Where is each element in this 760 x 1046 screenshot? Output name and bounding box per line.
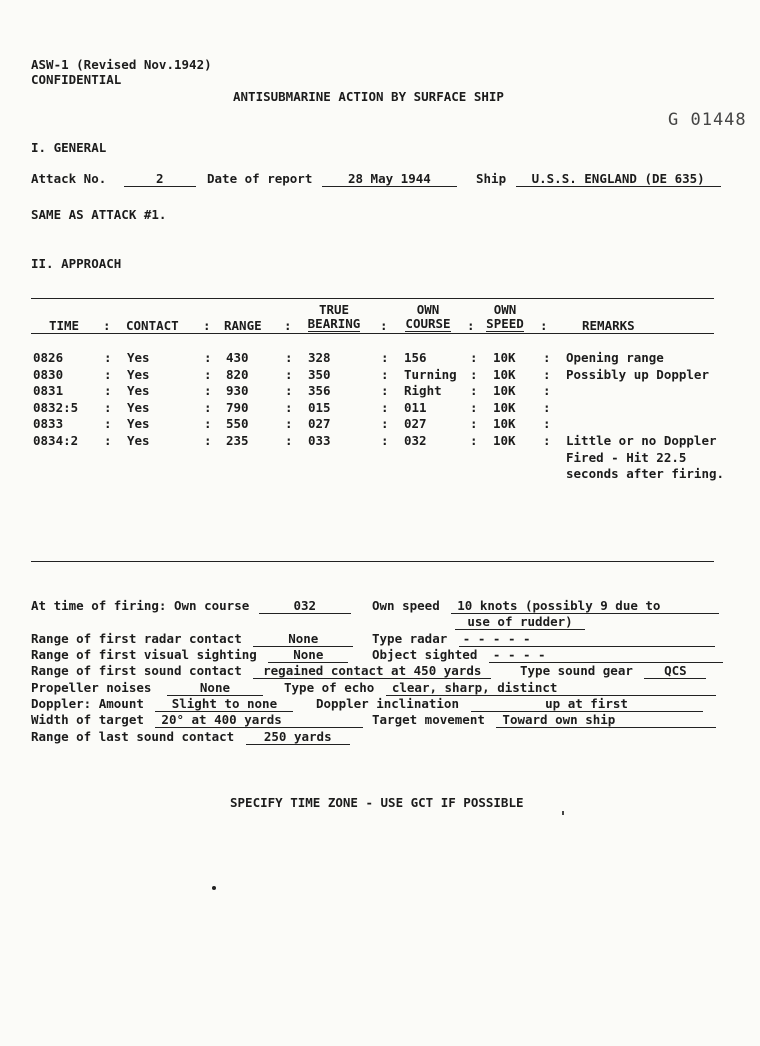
- visual-sighting-label: Range of first visual sighting: [31, 647, 257, 662]
- own-speed-line: [372, 598, 719, 614]
- table-top-rule: [31, 298, 714, 299]
- classification-label: CONFIDENTIAL: [31, 72, 122, 87]
- date-line: [207, 171, 457, 187]
- column-separator: :: [543, 432, 551, 448]
- object-sighted-value: - - - -: [489, 647, 723, 663]
- col-range: RANGE: [224, 318, 262, 333]
- sound-contact-value: regained contact at 450 yards: [253, 663, 491, 679]
- sound-contact-line: [31, 663, 491, 679]
- target-movement-line: [372, 712, 716, 728]
- cell-bearing: 033: [308, 432, 331, 448]
- target-width-line: [31, 712, 363, 728]
- visual-sighting-value: None: [268, 647, 348, 663]
- cell-course: 011: [404, 399, 427, 415]
- date-label: Date of report: [207, 171, 313, 186]
- object-sighted-line: [372, 647, 723, 663]
- column-separator: :: [285, 366, 293, 382]
- time-of-firing-label: At time of firing: Own course: [31, 598, 250, 613]
- column-separator: :: [204, 416, 212, 431]
- cell-course: 027: [404, 416, 427, 431]
- cell-speed: 10K: [493, 416, 516, 431]
- doppler-inclination-label: Doppler inclination: [316, 696, 459, 711]
- column-separator: :: [104, 383, 112, 398]
- table-bottom-rule: [31, 561, 714, 562]
- cell-time: 0832:5: [33, 399, 79, 415]
- cell-bearing: 350: [308, 366, 331, 382]
- column-separator: :: [381, 350, 389, 365]
- cell-remarks: Little or no Doppler: [566, 432, 717, 448]
- column-separator: :: [285, 416, 293, 431]
- cell-speed: 10K: [493, 432, 516, 448]
- footer-note: SPECIFY TIME ZONE - USE GCT IF POSSIBLE: [230, 795, 524, 810]
- cell-range: 235: [226, 432, 249, 448]
- scan-speck: [562, 811, 564, 815]
- cell-course: 032: [404, 432, 427, 448]
- cell-contact: Yes: [127, 399, 150, 415]
- propeller-line: [31, 680, 263, 696]
- cell-range: 430: [226, 350, 249, 365]
- column-separator: :: [104, 416, 112, 431]
- cell-contact: Yes: [127, 366, 150, 382]
- col-time: TIME: [48, 318, 80, 333]
- echo-label: Type of echo: [284, 680, 375, 695]
- column-separator: :: [543, 399, 551, 415]
- column-separator: :: [470, 366, 478, 382]
- doppler-amount-value: Slight to none: [155, 696, 293, 712]
- column-separator: :: [470, 416, 478, 431]
- column-separator: :: [285, 350, 293, 365]
- col-contact: CONTACT: [126, 318, 179, 333]
- radar-contact-label: Range of first radar contact: [31, 631, 242, 646]
- type-radar-value: - - - - -: [459, 631, 715, 647]
- column-separator: :: [104, 366, 112, 382]
- type-radar-label: Type radar: [372, 631, 448, 646]
- cell-contact: Yes: [127, 383, 150, 398]
- cell-speed: 10K: [493, 350, 516, 365]
- cell-speed: 10K: [493, 366, 516, 382]
- column-separator: :: [104, 350, 112, 365]
- cell-speed: 10K: [493, 399, 516, 415]
- col-colon: :: [203, 318, 211, 333]
- column-separator: :: [381, 416, 389, 431]
- col-colon: :: [380, 318, 388, 333]
- type-radar-line: [372, 631, 715, 647]
- cell-range: 550: [226, 416, 249, 431]
- doppler-amount-line: [31, 696, 293, 712]
- radar-contact-value: None: [253, 631, 353, 647]
- col-colon: :: [103, 318, 111, 333]
- last-contact-label: Range of last sound contact: [31, 729, 235, 744]
- column-separator: :: [285, 383, 293, 398]
- column-separator: :: [470, 399, 478, 415]
- visual-sighting-line: [31, 647, 348, 663]
- attack-number-line: [31, 171, 196, 187]
- last-contact-value: 250 yards: [246, 729, 350, 745]
- general-note: SAME AS ATTACK #1.: [31, 207, 167, 222]
- cell-range: 820: [226, 366, 249, 382]
- cell-remarks: Opening range: [566, 350, 664, 365]
- cell-contact: Yes: [127, 432, 150, 448]
- date-value: 28 May 1944: [322, 171, 457, 187]
- cell-course: 156: [404, 350, 427, 365]
- own-course-value: 032: [259, 598, 351, 614]
- column-separator: :: [470, 350, 478, 365]
- column-separator: :: [285, 399, 293, 415]
- cell-course: Right: [404, 383, 442, 398]
- column-separator: :: [204, 432, 212, 448]
- own-speed-value: 10 knots (possibly 9 due to: [451, 598, 719, 614]
- sound-gear-label: Type sound gear: [520, 663, 633, 678]
- column-separator: :: [104, 399, 112, 415]
- echo-value: clear, sharp, distinct: [386, 680, 716, 696]
- col-own-speed: OWN SPEED: [486, 302, 524, 331]
- form-id: ASW-1 (Revised Nov.1942): [31, 57, 212, 72]
- column-separator: :: [381, 432, 389, 448]
- column-separator: :: [381, 399, 389, 415]
- target-width-value: 20° at 400 yards: [155, 712, 363, 728]
- column-separator: :: [543, 383, 551, 398]
- document-number: G 01448: [668, 110, 747, 130]
- col-colon: :: [284, 318, 292, 333]
- target-width-label: Width of target: [31, 712, 144, 727]
- column-separator: :: [204, 366, 212, 382]
- sound-gear-line: [520, 663, 706, 679]
- column-separator: :: [470, 432, 478, 448]
- section-general-heading: I. GENERAL: [31, 140, 107, 155]
- attack-no-label: Attack No.: [31, 171, 107, 186]
- cell-bearing: 027: [308, 416, 331, 431]
- ship-value: U.S.S. ENGLAND (DE 635): [516, 171, 721, 187]
- cell-contact: Yes: [127, 416, 150, 431]
- cell-time: 0826: [33, 350, 64, 365]
- col-colon: :: [540, 318, 548, 333]
- col-own-course: OWN COURSE: [405, 302, 451, 331]
- doppler-amount-label: Doppler: Amount: [31, 696, 144, 711]
- target-movement-label: Target movement: [372, 712, 485, 727]
- object-sighted-label: Object sighted: [372, 647, 478, 662]
- cell-range: 790: [226, 399, 249, 415]
- column-separator: :: [204, 350, 212, 365]
- column-separator: :: [543, 416, 551, 431]
- document-title: ANTISUBMARINE ACTION BY SURFACE SHIP: [233, 89, 504, 104]
- cell-bearing: 356: [308, 383, 331, 398]
- section-approach-heading: II. APPROACH: [31, 256, 122, 271]
- column-separator: :: [381, 383, 389, 398]
- doppler-inclination-value: up at first: [471, 696, 703, 712]
- cell-bearing: 015: [308, 399, 331, 415]
- target-movement-value: Toward own ship: [496, 712, 716, 728]
- col-colon: :: [467, 318, 475, 333]
- table-header-rule: [31, 333, 714, 334]
- last-contact-line: [31, 729, 350, 745]
- column-separator: :: [381, 366, 389, 382]
- cell-bearing: 328: [308, 350, 331, 365]
- cell-time: 0830: [33, 366, 64, 382]
- cell-contact: Yes: [127, 350, 150, 365]
- column-separator: :: [204, 399, 212, 415]
- column-separator: :: [543, 366, 551, 382]
- cell-time: 0831: [33, 383, 64, 398]
- remarks-extra-2: seconds after firing.: [566, 466, 725, 481]
- echo-line: [284, 680, 716, 696]
- cell-time: 0833: [33, 416, 64, 431]
- propeller-label: Propeller noises: [31, 680, 152, 695]
- sound-gear-value: QCS: [644, 663, 706, 679]
- sound-contact-label: Range of first sound contact: [31, 663, 242, 678]
- ship-label: Ship: [476, 171, 507, 186]
- own-speed-value-2: use of rudder): [455, 614, 585, 630]
- cell-remarks: Possibly up Doppler: [566, 366, 709, 382]
- col-true-bearing: TRUE BEARING: [307, 302, 361, 331]
- column-separator: :: [285, 432, 293, 448]
- column-separator: :: [204, 383, 212, 398]
- cell-speed: 10K: [493, 383, 516, 398]
- own-speed-label: Own speed: [372, 598, 440, 613]
- cell-time: 0834:2: [33, 432, 79, 448]
- column-separator: :: [470, 383, 478, 398]
- propeller-value: None: [167, 680, 263, 696]
- radar-contact-line: [31, 631, 353, 647]
- ship-line: [476, 171, 721, 187]
- cell-range: 930: [226, 383, 249, 398]
- remarks-extra-1: Fired - Hit 22.5: [566, 450, 687, 465]
- doppler-inclination-line: [316, 696, 703, 712]
- attack-no-value: 2: [124, 171, 196, 187]
- own-course-line: [31, 598, 351, 614]
- scan-speck: [212, 886, 216, 890]
- col-remarks: REMARKS: [582, 318, 635, 333]
- column-separator: :: [104, 432, 112, 448]
- cell-course: Turning: [404, 366, 457, 382]
- column-separator: :: [543, 350, 551, 365]
- own-speed-line2: [455, 614, 585, 630]
